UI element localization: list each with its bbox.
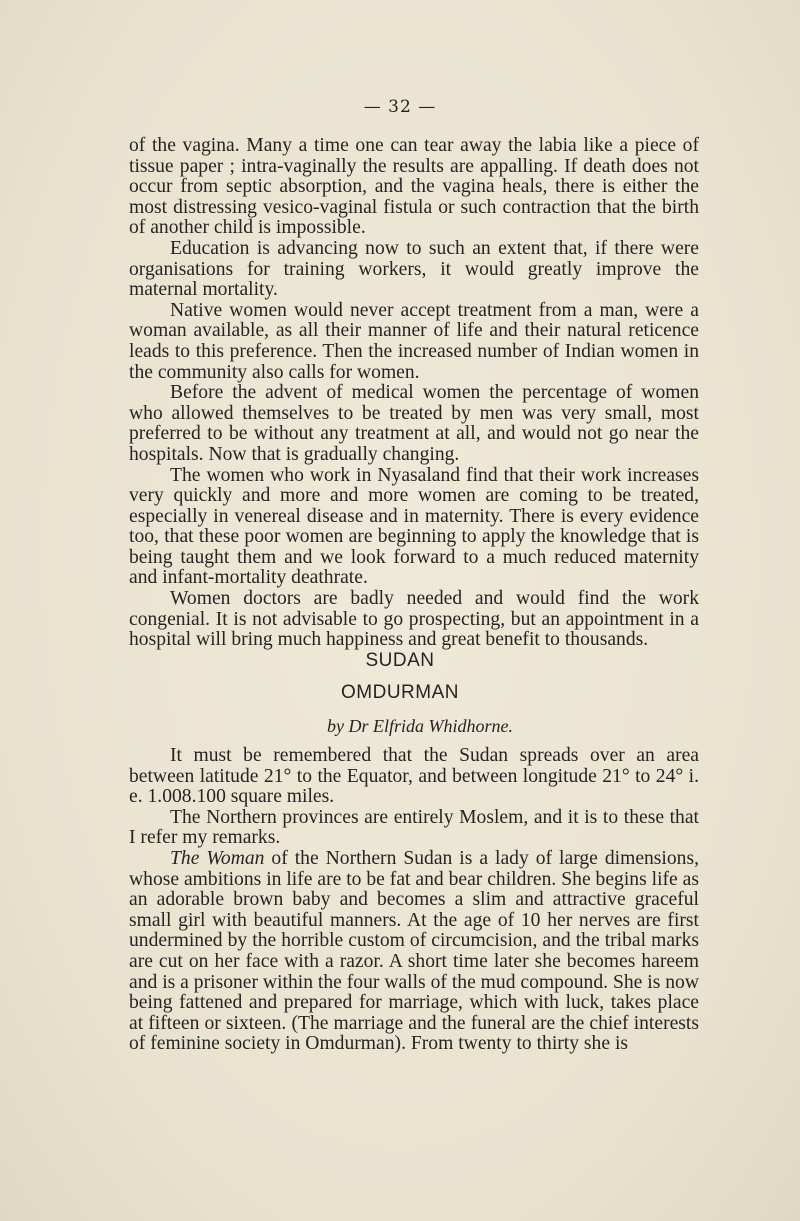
section-heading-city: OMDURMAN (341, 682, 459, 703)
paragraph: Native women would never accept treatment from a man, were a woman available, as all their manner of life and their natural reticence leads to this preference. Then the increased number of Indian women in the community also calls for women. (129, 299, 699, 383)
paragraph: Before the advent of medical women the percentage of women who allowed themselves to be treated by men was very small, most preferred to be without any treatment at all, and would not go near the hospitals. Now that is gradually changing. (129, 382, 699, 465)
paragraph: Women doctors are badly needed and would find the work congenial. It is not advisable to go prospecting, but an appointment in a hospital will bring much happiness and great benefit to thousands. (129, 588, 699, 651)
body-text-after (129, 746, 699, 1055)
page-number: — 32 — (363, 97, 437, 117)
author-byline: by Dr Elfrida Whidhorne. (327, 716, 513, 736)
paragraph-text: of the Northern Sudan is a lady of large dimensions, whose ambitions in life are to be fat and bear children. She begins life as an adorable brown baby and becomes a slim and attractive graceful small girl with beautiful manners. At the age of 10 her nerves are first undermined by the horrible custom of circumcision, and the tribal marks are cut on her face with a razor. A short time later she becomes hareem and is a prisoner within the four walls of the mud compound. She is now being fattened and prepared for marriage, which with luck, takes place at fifteen or sixteen. (The marriage and the funeral are the chief interests of feminine society in Omdurman). From twenty to thirty she is (129, 847, 699, 1055)
paragraph: Education is advancing now to such an extent that, if there were organisations for training workers, it would greatly improve the maternal mortality. (129, 237, 699, 301)
paragraph: It must be remembered that the Sudan spreads over an area between latitude 21° to the Equator, and between longitude 21° to 24° i. e. 1.008.100 square miles. (129, 745, 699, 808)
paragraph (129, 849, 699, 1055)
paragraph: The Northern provinces are entirely Moslem, and it is to these that I refer my remarks. (129, 806, 699, 849)
paragraph: The women who work in Nyasaland find that their work increases very quickly and more and more women are coming to be treated, especially in venereal disease and in maternity. There is every evidence too, that these poor women are beginning to apply the knowledge that is being taught them and we look forward to a much reduced maternity and infant-mortality deathrate. (129, 464, 699, 589)
italic-lead: The Woman (170, 847, 265, 869)
body-text-before (129, 136, 699, 651)
paragraph: of the vagina. Many a time one can tear away the labia like a piece of tissue paper ; intra-vaginally the results are appalling. If death does not occur from septic absorption, and the vagina heals, there is either the most distressing vesico-vaginal fistula or such contraction that the birth of another child is impossible. (129, 135, 699, 239)
section-heading-country: SUDAN (365, 650, 435, 671)
